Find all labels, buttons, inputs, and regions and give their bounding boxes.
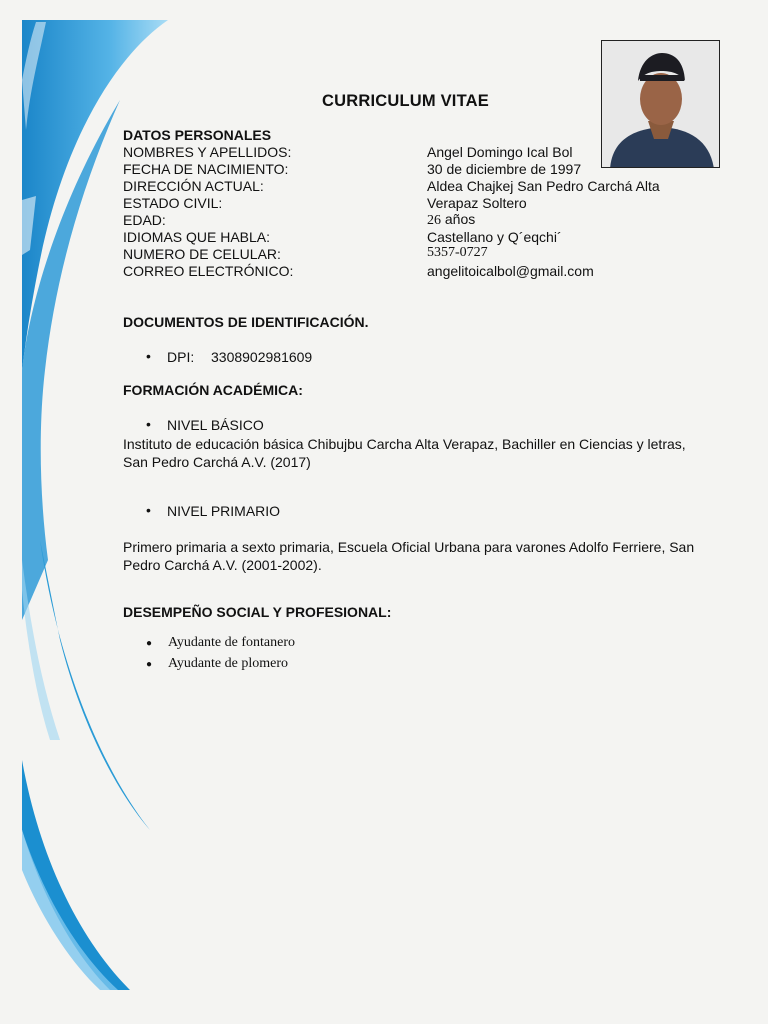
social-heading: DESEMPEÑO SOCIAL Y PROFESIONAL: bbox=[123, 604, 392, 620]
age-unit: años bbox=[444, 211, 476, 227]
documents-heading: DOCUMENTOS DE IDENTIFICACIÓN. bbox=[123, 314, 369, 330]
value-address: Aldea Chajkej San Pedro Carchá Alta bbox=[427, 178, 660, 194]
label-age: EDAD: bbox=[123, 212, 166, 228]
value-phone: 5357-0727 bbox=[427, 245, 488, 260]
bullet-dot: • bbox=[146, 416, 151, 432]
value-birthdate: 30 de diciembre de 1997 bbox=[427, 161, 582, 177]
label-address: DIRECCIÓN ACTUAL: bbox=[123, 178, 264, 194]
label-phone: NUMERO DE CELULAR: bbox=[123, 246, 281, 262]
basic-level-label: NIVEL BÁSICO bbox=[167, 417, 264, 433]
label-name: NOMBRES Y APELLIDOS: bbox=[123, 144, 292, 160]
value-age bbox=[427, 211, 475, 230]
bullet-dot: ● bbox=[146, 659, 153, 670]
dpi-value: 3308902981609 bbox=[211, 349, 313, 365]
basic-level-text: Instituto de educación básica Chibujbu Carcha Alta Verapaz, Bachiller en Ciencias y letras, San Pedro Carchá A.V. (2017) bbox=[123, 436, 686, 470]
label-languages: IDIOMAS QUE HABLA: bbox=[123, 229, 271, 245]
value-email: angelitoicalbol@gmail.com bbox=[427, 263, 594, 279]
personal-heading: DATOS PERSONALES bbox=[123, 127, 272, 143]
education-heading: FORMACIÓN ACADÉMICA: bbox=[123, 382, 303, 398]
label-birthdate: FECHA DE NACIMIENTO: bbox=[123, 161, 289, 177]
social-item: Ayudante de plomero bbox=[168, 656, 289, 671]
dpi-label: DPI: bbox=[167, 349, 195, 365]
primary-level-label: NIVEL PRIMARIO bbox=[167, 503, 281, 519]
bullet-dot: ● bbox=[146, 638, 153, 649]
label-email: CORREO ELECTRÓNICO: bbox=[123, 263, 294, 279]
label-civil-status: ESTADO CIVIL: bbox=[123, 195, 223, 211]
profile-photo bbox=[601, 40, 720, 168]
value-languages: Castellano y Q´eqchi´ bbox=[427, 229, 562, 245]
document-title: CURRICULUM VITAE bbox=[322, 92, 489, 110]
social-item: Ayudante de fontanero bbox=[168, 635, 295, 650]
value-name: Angel Domingo Ical Bol bbox=[427, 144, 573, 160]
value-civil-status: Verapaz Soltero bbox=[427, 195, 527, 211]
bullet-dot: • bbox=[146, 502, 151, 518]
primary-level-text: Primero primaria a sexto primaria, Escuela Oficial Urbana para varones Adolfo Ferriere, San Pedro Carchá A.V. (2001-2002). bbox=[123, 539, 695, 573]
bullet-dot: • bbox=[146, 348, 151, 364]
age-number: 26 bbox=[427, 213, 441, 228]
